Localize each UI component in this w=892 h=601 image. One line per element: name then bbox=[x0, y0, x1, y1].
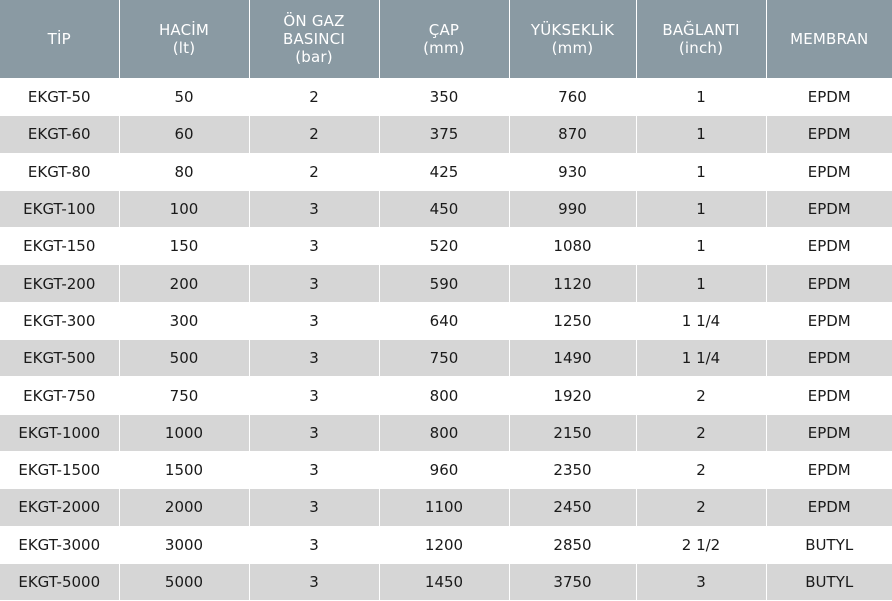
table-body bbox=[0, 79, 892, 601]
cell-baglanti: 1 1/4 bbox=[636, 340, 766, 377]
cell-tip: EKGT-2000 bbox=[0, 489, 119, 526]
table-header bbox=[0, 0, 892, 79]
cell-yukseklik: 930 bbox=[509, 153, 636, 190]
cell-yukseklik: 3750 bbox=[509, 563, 636, 600]
column-header-line: BAĞLANTI bbox=[637, 21, 766, 39]
cell-tip: EKGT-100 bbox=[0, 190, 119, 227]
column-header-line: BASINCI bbox=[250, 30, 379, 48]
cell-tip: EKGT-3000 bbox=[0, 526, 119, 563]
cell-yukseklik: 990 bbox=[509, 190, 636, 227]
cell-yukseklik: 2450 bbox=[509, 489, 636, 526]
cell-hacim: 200 bbox=[119, 265, 249, 302]
table-row bbox=[0, 414, 892, 451]
cell-tip: EKGT-300 bbox=[0, 302, 119, 339]
cell-baglanti: 1 bbox=[636, 265, 766, 302]
cell-yukseklik: 1080 bbox=[509, 228, 636, 265]
column-header-line: (inch) bbox=[637, 39, 766, 57]
column-header-line: ÇAP bbox=[380, 21, 509, 39]
cell-hacim: 1000 bbox=[119, 414, 249, 451]
cell-hacim: 80 bbox=[119, 153, 249, 190]
cell-membran: BUTYL bbox=[766, 526, 892, 563]
cell-on-gaz-basinci: 3 bbox=[249, 563, 379, 600]
cell-yukseklik: 2150 bbox=[509, 414, 636, 451]
cell-on-gaz-basinci: 3 bbox=[249, 526, 379, 563]
cell-baglanti: 1 bbox=[636, 79, 766, 116]
header-baglanti bbox=[636, 0, 766, 79]
cell-baglanti: 2 bbox=[636, 414, 766, 451]
cell-membran: EPDM bbox=[766, 302, 892, 339]
column-header-line: MEMBRAN bbox=[767, 30, 892, 48]
table-row bbox=[0, 340, 892, 377]
cell-on-gaz-basinci: 3 bbox=[249, 489, 379, 526]
cell-membran: BUTYL bbox=[766, 563, 892, 600]
column-header-line: (mm) bbox=[510, 39, 636, 57]
cell-baglanti: 1 bbox=[636, 116, 766, 153]
cell-membran: EPDM bbox=[766, 153, 892, 190]
cell-cap: 375 bbox=[379, 116, 509, 153]
cell-cap: 1200 bbox=[379, 526, 509, 563]
table-row bbox=[0, 451, 892, 488]
cell-membran: EPDM bbox=[766, 228, 892, 265]
cell-on-gaz-basinci: 3 bbox=[249, 302, 379, 339]
cell-on-gaz-basinci: 3 bbox=[249, 265, 379, 302]
table-row bbox=[0, 302, 892, 339]
cell-membran: EPDM bbox=[766, 414, 892, 451]
cell-yukseklik: 2850 bbox=[509, 526, 636, 563]
cell-yukseklik: 870 bbox=[509, 116, 636, 153]
cell-on-gaz-basinci: 3 bbox=[249, 340, 379, 377]
cell-baglanti: 2 1/2 bbox=[636, 526, 766, 563]
cell-tip: EKGT-80 bbox=[0, 153, 119, 190]
cell-cap: 800 bbox=[379, 414, 509, 451]
cell-hacim: 5000 bbox=[119, 563, 249, 600]
cell-cap: 1450 bbox=[379, 563, 509, 600]
header-hacim bbox=[119, 0, 249, 79]
cell-hacim: 60 bbox=[119, 116, 249, 153]
column-header-line: (bar) bbox=[250, 48, 379, 66]
cell-cap: 590 bbox=[379, 265, 509, 302]
table-row bbox=[0, 228, 892, 265]
cell-on-gaz-basinci: 3 bbox=[249, 377, 379, 414]
cell-tip: EKGT-500 bbox=[0, 340, 119, 377]
cell-cap: 750 bbox=[379, 340, 509, 377]
column-header-line: TİP bbox=[0, 30, 119, 48]
table-row bbox=[0, 563, 892, 600]
table-row bbox=[0, 265, 892, 302]
cell-membran: EPDM bbox=[766, 265, 892, 302]
cell-tip: EKGT-50 bbox=[0, 79, 119, 116]
cell-membran: EPDM bbox=[766, 340, 892, 377]
header-on-gaz-basinci bbox=[249, 0, 379, 79]
cell-hacim: 3000 bbox=[119, 526, 249, 563]
cell-membran: EPDM bbox=[766, 79, 892, 116]
cell-membran: EPDM bbox=[766, 451, 892, 488]
cell-yukseklik: 760 bbox=[509, 79, 636, 116]
table-row bbox=[0, 377, 892, 414]
header-yukseklik bbox=[509, 0, 636, 79]
cell-baglanti: 1 1/4 bbox=[636, 302, 766, 339]
cell-cap: 800 bbox=[379, 377, 509, 414]
cell-yukseklik: 1920 bbox=[509, 377, 636, 414]
cell-tip: EKGT-1000 bbox=[0, 414, 119, 451]
column-header-line: (mm) bbox=[380, 39, 509, 57]
cell-on-gaz-basinci: 3 bbox=[249, 451, 379, 488]
table-row bbox=[0, 153, 892, 190]
cell-hacim: 150 bbox=[119, 228, 249, 265]
cell-baglanti: 2 bbox=[636, 451, 766, 488]
cell-cap: 450 bbox=[379, 190, 509, 227]
cell-baglanti: 3 bbox=[636, 563, 766, 600]
cell-on-gaz-basinci: 2 bbox=[249, 116, 379, 153]
cell-yukseklik: 1120 bbox=[509, 265, 636, 302]
cell-on-gaz-basinci: 3 bbox=[249, 190, 379, 227]
column-header-line: ÖN GAZ bbox=[250, 12, 379, 30]
cell-tip: EKGT-1500 bbox=[0, 451, 119, 488]
cell-membran: EPDM bbox=[766, 377, 892, 414]
cell-cap: 350 bbox=[379, 79, 509, 116]
cell-membran: EPDM bbox=[766, 190, 892, 227]
cell-yukseklik: 2350 bbox=[509, 451, 636, 488]
cell-yukseklik: 1250 bbox=[509, 302, 636, 339]
cell-cap: 520 bbox=[379, 228, 509, 265]
cell-hacim: 100 bbox=[119, 190, 249, 227]
table-row bbox=[0, 79, 892, 116]
header-membran bbox=[766, 0, 892, 79]
cell-on-gaz-basinci: 2 bbox=[249, 79, 379, 116]
cell-baglanti: 1 bbox=[636, 153, 766, 190]
cell-baglanti: 2 bbox=[636, 489, 766, 526]
header-row bbox=[0, 0, 892, 79]
cell-hacim: 2000 bbox=[119, 489, 249, 526]
cell-cap: 960 bbox=[379, 451, 509, 488]
cell-cap: 640 bbox=[379, 302, 509, 339]
cell-cap: 425 bbox=[379, 153, 509, 190]
cell-hacim: 50 bbox=[119, 79, 249, 116]
cell-hacim: 750 bbox=[119, 377, 249, 414]
table-row bbox=[0, 526, 892, 563]
cell-membran: EPDM bbox=[766, 489, 892, 526]
table-row bbox=[0, 489, 892, 526]
cell-on-gaz-basinci: 3 bbox=[249, 228, 379, 265]
cell-tip: EKGT-60 bbox=[0, 116, 119, 153]
cell-baglanti: 1 bbox=[636, 228, 766, 265]
column-header-line: YÜKSEKLİK bbox=[510, 21, 636, 39]
header-tip bbox=[0, 0, 119, 79]
cell-cap: 1100 bbox=[379, 489, 509, 526]
cell-hacim: 500 bbox=[119, 340, 249, 377]
cell-tip: EKGT-5000 bbox=[0, 563, 119, 600]
cell-hacim: 300 bbox=[119, 302, 249, 339]
cell-baglanti: 1 bbox=[636, 190, 766, 227]
column-header-line: (lt) bbox=[120, 39, 249, 57]
cell-tip: EKGT-750 bbox=[0, 377, 119, 414]
header-cap bbox=[379, 0, 509, 79]
table-row bbox=[0, 116, 892, 153]
cell-hacim: 1500 bbox=[119, 451, 249, 488]
cell-yukseklik: 1490 bbox=[509, 340, 636, 377]
cell-on-gaz-basinci: 2 bbox=[249, 153, 379, 190]
cell-tip: EKGT-200 bbox=[0, 265, 119, 302]
column-header-line: HACİM bbox=[120, 21, 249, 39]
cell-on-gaz-basinci: 3 bbox=[249, 414, 379, 451]
cell-membran: EPDM bbox=[766, 116, 892, 153]
cell-baglanti: 2 bbox=[636, 377, 766, 414]
table-row bbox=[0, 190, 892, 227]
cell-tip: EKGT-150 bbox=[0, 228, 119, 265]
